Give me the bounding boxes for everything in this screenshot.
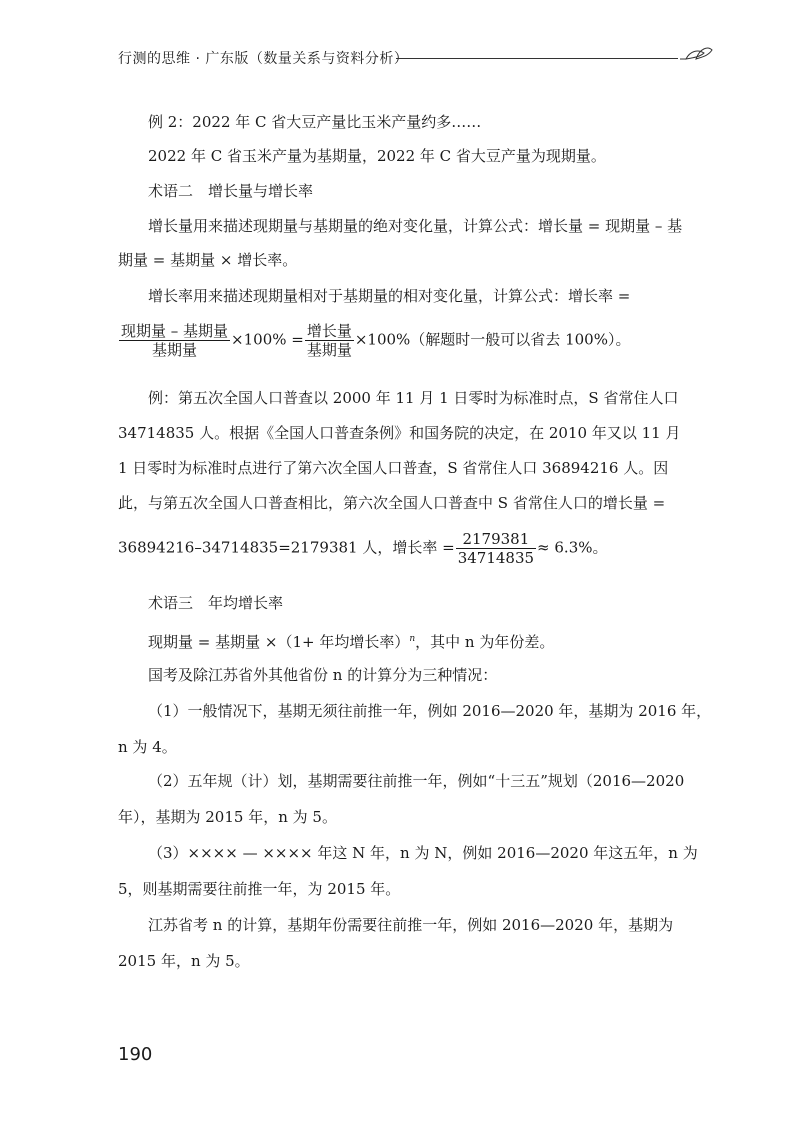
formula-tail: ×100%（解题时一般可以省去 100%）。 — [354, 330, 631, 349]
case-2-line-1: （2）五年规（计）划，基期需要往前推一年，例如“十三五”规划（2016—2020 — [148, 772, 685, 790]
header-title: 行测的思维 · 广东版（数量关系与资料分析） — [118, 51, 409, 67]
growth-rate-formula — [118, 322, 630, 359]
annual-growth-formula — [148, 629, 554, 652]
census-example-line-1: 例：第五次全国人口普查以 2000 年 11 月 1 日零时为标准时点，S 省常住人口 — [148, 389, 679, 407]
fraction-current-minus-base — [119, 322, 230, 359]
fraction-denominator: 34714835 — [457, 549, 535, 567]
sprout-icon — [678, 42, 714, 66]
fraction-numerator: 增长量 — [306, 322, 352, 340]
census-example-line-3: 1 日零时为标准时点进行了第六次全国人口普查，S 省常住人口 36894216 人。因 — [118, 459, 669, 477]
case-1-line-2: n 为 4。 — [118, 738, 177, 756]
page-number: 190 — [118, 1044, 153, 1065]
exponent-n: n — [409, 634, 416, 644]
census-example-line-2: 34714835 人。根据《全国人口普查条例》和国务院的决定，在 2010 年又以 11 月 — [118, 424, 681, 442]
case-2-line-2: 年），基期为 2015 年，n 为 5。 — [118, 808, 337, 826]
fraction-growth-rate — [456, 530, 536, 567]
census-growth-rate-formula — [118, 530, 608, 567]
example-2-line: 例 2：2022 年 C 省大豆产量比玉米产量约多…… — [148, 113, 482, 131]
case-3-line-1: （3）×××× — ×××× 年这 N 年，n 为 N，例如 2016—2020 年这五年，n 为 — [148, 844, 698, 862]
fraction-growth-over-base — [305, 322, 354, 359]
section-heading-term-3: 术语三 年均增长率 — [148, 594, 284, 612]
example-2-explanation: 2022 年 C 省玉米产量为基期量，2022 年 C 省大豆产量为现期量。 — [148, 147, 606, 165]
fraction-numerator: 现期量 – 基期量 — [121, 322, 229, 340]
case-1-line-1: （1）一般情况下，基期无须往前推一年，例如 2016—2020 年，基期为 2016 年， — [148, 702, 712, 720]
formula-middle: ×100% = — [231, 330, 304, 349]
case-3-line-2: 5，则基期需要往前推一年，为 2015 年。 — [118, 880, 401, 898]
fraction-denominator: 基期量 — [306, 341, 352, 359]
running-header — [118, 44, 718, 74]
n-calculation-intro: 国考及除江苏省外其他省份 n 的计算分为三种情况： — [148, 666, 498, 684]
jiangsu-line-1: 江苏省考 n 的计算，基期年份需要往前推一年，例如 2016—2020 年，基期为 — [148, 916, 674, 934]
growth-amount-definition-cont: 期量 = 基期量 × 增长率。 — [118, 251, 298, 269]
growth-rate-definition: 增长率用来描述现期量相对于基期量的相对变化量，计算公式：增长率 = — [148, 287, 631, 305]
formula-lead: 36894216–34714835=2179381 人，增长率 = — [118, 538, 455, 557]
jiangsu-line-2: 2015 年，n 为 5。 — [118, 952, 250, 970]
census-example-line-4: 此，与第五次全国人口普查相比，第六次全国人口普查中 S 省常住人口的增长量 = — [118, 494, 666, 512]
header-rule — [396, 58, 678, 59]
growth-amount-definition: 增长量用来描述现期量与基期量的绝对变化量，计算公式：增长量 = 现期量 – 基 — [148, 217, 683, 235]
formula-lead: 现期量 = 基期量 ×（1+ 年均增长率） — [148, 633, 410, 651]
formula-tail: ，其中 n 为年份差。 — [415, 633, 555, 651]
fraction-numerator: 2179381 — [456, 530, 536, 549]
formula-tail: ≈ 6.3%。 — [537, 538, 608, 557]
fraction-denominator: 基期量 — [152, 341, 198, 359]
section-heading-term-2: 术语二 增长量与增长率 — [148, 182, 314, 200]
